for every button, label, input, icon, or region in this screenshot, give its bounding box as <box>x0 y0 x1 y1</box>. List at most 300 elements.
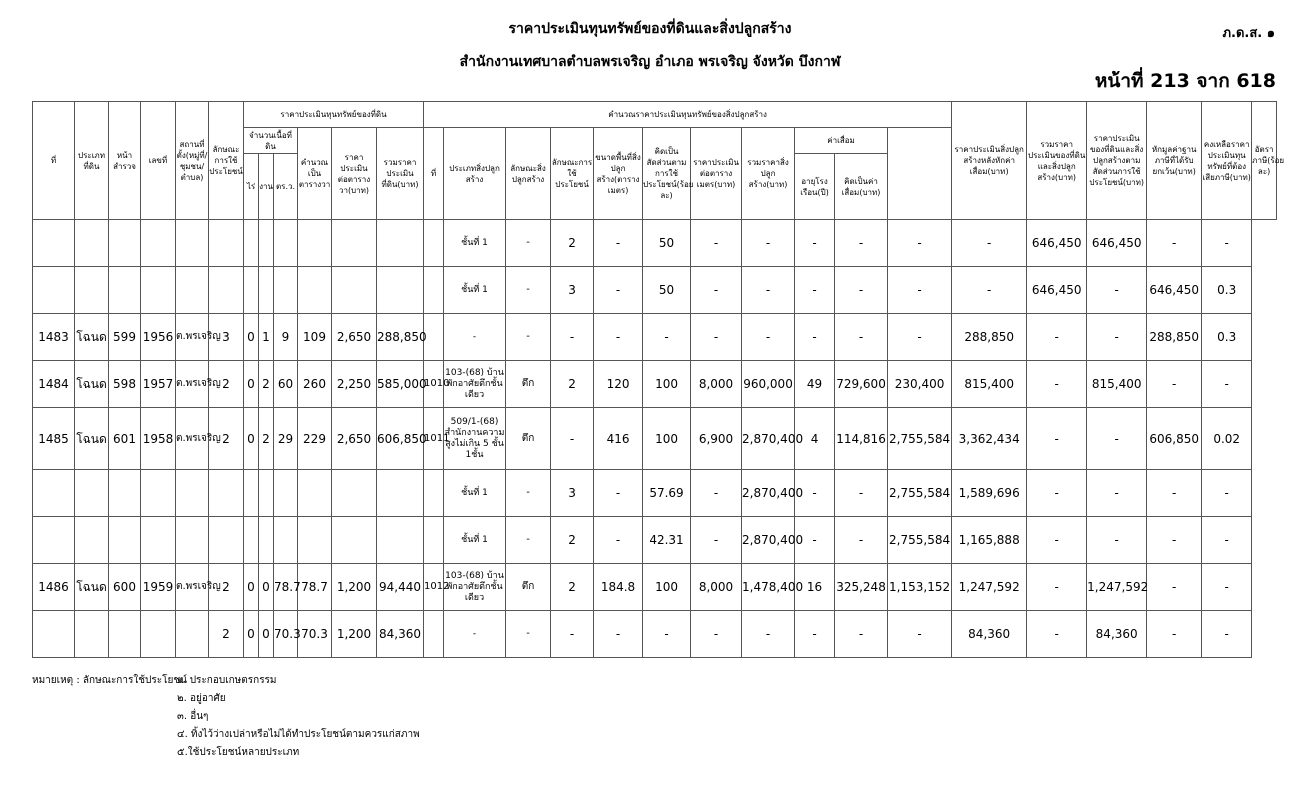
cell-bld-price: 6,900 <box>691 408 742 470</box>
cell-bld-usage: 2 <box>551 517 594 564</box>
cell-land-total <box>377 220 424 267</box>
cell-usage <box>209 517 244 564</box>
cell-land-type <box>75 517 109 564</box>
cell-bld-no: 1010 <box>424 361 444 408</box>
cell-land-total: 94,440 <box>377 564 424 611</box>
cell-bld-kind: - <box>506 220 551 267</box>
cell-prop: - <box>1027 314 1087 361</box>
cell-bld-ratio: 50 <box>643 267 691 314</box>
table-row <box>33 611 1277 658</box>
cell-rai <box>244 267 259 314</box>
cell-rai: 0 <box>244 408 259 470</box>
cell-bld-ratio: 57.69 <box>643 470 691 517</box>
cell-dep: 325,248 <box>835 564 888 611</box>
cell-deduct: 84,360 <box>1087 611 1147 658</box>
page-number: หน้าที่ 213 จาก 618 <box>1094 70 1276 92</box>
cell-loc <box>176 611 209 658</box>
cell-bld-total: - <box>742 314 795 361</box>
note-item: ๒. อยู่อาศัย <box>177 693 226 704</box>
col-bld-total: รวมราคาสิ่งปลูกสร้าง(บาท) <box>742 128 795 220</box>
cell-bld-area: 416 <box>594 408 643 470</box>
col-bld-area: ขนาดพื้นที่สิ่งปลูกสร้าง(ตารางเมตร) <box>594 128 643 220</box>
cell-bld-type: - <box>444 611 506 658</box>
cell-wa: 29 <box>274 408 298 470</box>
cell-area: 260 <box>298 361 332 408</box>
cell-bld-price: - <box>691 220 742 267</box>
cell-bld-price: - <box>691 611 742 658</box>
cell-bld-total: 1,478,400 <box>742 564 795 611</box>
cell-bld-type: - <box>444 314 506 361</box>
cell-bld-area: 184.8 <box>594 564 643 611</box>
cell-grand: - <box>952 267 1027 314</box>
cell-age: 49 <box>795 361 835 408</box>
cell-land-total: 606,850 <box>377 408 424 470</box>
cell-dep: - <box>835 314 888 361</box>
table-body <box>33 220 1277 658</box>
col-group-area: จำนวนเนื้อที่ดิน <box>244 128 298 154</box>
col-group-land: ราคาประเมินทุนทรัพย์ของที่ดิน <box>244 102 424 128</box>
cell-page <box>109 267 141 314</box>
cell-bld-ratio: 50 <box>643 220 691 267</box>
cell-land-total <box>377 517 424 564</box>
cell-prop: - <box>1027 611 1087 658</box>
cell-prop: - <box>1027 517 1087 564</box>
cell-bld-type: ชั้นที่ 1 <box>444 517 506 564</box>
cell-area <box>298 220 332 267</box>
cell-net: 230,400 <box>888 361 952 408</box>
col-location: สถานที่ตั้ง(หมู่ที่/ชุมชน/ตำบล) <box>176 102 209 220</box>
cell-ngan <box>259 517 274 564</box>
cell-price <box>332 517 377 564</box>
col-usage: ลักษณะการใช้ประโยชน์ <box>209 102 244 220</box>
cell-no <box>33 267 75 314</box>
cell-taxable: - <box>1147 220 1202 267</box>
cell-deduct: - <box>1087 517 1147 564</box>
cell-bld-ratio: - <box>643 611 691 658</box>
notes-label: หมายเหตุ : ลักษณะการใช้ประโยชน์ <box>32 675 187 686</box>
cell-age: - <box>795 314 835 361</box>
cell-dep: - <box>835 220 888 267</box>
report-subtitle: สำนักงานเทศบาลตำบลพรเจริญ อำเภอ พรเจริญ จังหวัด บึงกาฬ <box>459 54 841 70</box>
cell-rate: - <box>1202 361 1252 408</box>
col-deduction: หักมูลค่าฐานภาษีที่ได้รับยกเว้น(บาท) <box>1147 102 1202 220</box>
cell-bld-ratio: 100 <box>643 408 691 470</box>
cell-bld-area: - <box>594 517 643 564</box>
col-doc-no: เลขที่ <box>141 102 176 220</box>
cell-grand: 1,589,696 <box>952 470 1027 517</box>
cell-bld-no <box>424 611 444 658</box>
cell-price <box>332 220 377 267</box>
cell-bld-no: 1011 <box>424 408 444 470</box>
cell-no: 1484 <box>33 361 75 408</box>
cell-bld-ratio: - <box>643 314 691 361</box>
cell-land-type: โฉนด <box>75 361 109 408</box>
col-bld-age: อายุโรงเรือน(ปี) <box>795 154 835 220</box>
cell-loc: ต.พรเจริญ <box>176 314 209 361</box>
cell-wa: 60 <box>274 361 298 408</box>
cell-land-type: โฉนด <box>75 408 109 470</box>
cell-ngan: 2 <box>259 408 274 470</box>
cell-bld-area: - <box>594 267 643 314</box>
cell-age: - <box>795 267 835 314</box>
col-dep-amount: คิดเป็นค่าเสื่อม(บาท) <box>835 154 888 220</box>
cell-area <box>298 267 332 314</box>
cell-bld-kind: ตึก <box>506 564 551 611</box>
cell-area: 109 <box>298 314 332 361</box>
cell-prop: - <box>1027 361 1087 408</box>
cell-ngan: 0 <box>259 611 274 658</box>
cell-grand: 3,362,434 <box>952 408 1027 470</box>
cell-net: - <box>888 220 952 267</box>
cell-prop: 646,450 <box>1027 267 1087 314</box>
cell-no: 1486 <box>33 564 75 611</box>
cell-land-total <box>377 470 424 517</box>
cell-net: 2,755,584 <box>888 408 952 470</box>
col-bld-kind: ลักษณะสิ่งปลูกสร้าง <box>506 128 551 220</box>
cell-bld-kind: - <box>506 611 551 658</box>
cell-ngan <box>259 267 274 314</box>
col-bld-price-sqm: ราคาประเมินต่อตารางเมตร(บาท) <box>691 128 742 220</box>
cell-wa <box>274 220 298 267</box>
cell-deduct: - <box>1087 470 1147 517</box>
cell-land-type <box>75 267 109 314</box>
cell-bld-ratio: 100 <box>643 564 691 611</box>
cell-doc <box>141 470 176 517</box>
cell-bld-no <box>424 517 444 564</box>
cell-grand: 84,360 <box>952 611 1027 658</box>
cell-deduct: - <box>1087 314 1147 361</box>
cell-bld-usage: - <box>551 314 594 361</box>
col-land-total: รวมราคาประเมินที่ดิน(บาท) <box>377 128 424 220</box>
cell-doc: 1956 <box>141 314 176 361</box>
note-item: ๔. ทิ้งไว้ว่างเปล่าหรือไม่ได้ทำประโยชน์ตามควรแก่สภาพ <box>177 729 420 740</box>
cell-usage: 2 <box>209 361 244 408</box>
cell-bld-price: - <box>691 314 742 361</box>
cell-taxable: - <box>1147 611 1202 658</box>
col-taxable: คงเหลือราคาประเมินทุนทรัพย์ที่ต้องเสียภาษี(บาท) <box>1202 102 1252 220</box>
cell-bld-total: 2,870,400 <box>742 408 795 470</box>
cell-bld-usage: - <box>551 408 594 470</box>
cell-prop: - <box>1027 470 1087 517</box>
cell-wa: 78.7 <box>274 564 298 611</box>
cell-bld-price: 8,000 <box>691 564 742 611</box>
cell-age: - <box>795 470 835 517</box>
cell-rai <box>244 470 259 517</box>
cell-dep: - <box>835 267 888 314</box>
cell-ngan <box>259 220 274 267</box>
cell-age: - <box>795 220 835 267</box>
cell-dep: - <box>835 611 888 658</box>
col-tax-rate: อัตราภาษี(ร้อยละ) <box>1252 102 1277 220</box>
cell-net: - <box>888 611 952 658</box>
cell-no: 1483 <box>33 314 75 361</box>
cell-area <box>298 517 332 564</box>
cell-bld-kind: - <box>506 470 551 517</box>
cell-land-type <box>75 220 109 267</box>
cell-grand: 1,165,888 <box>952 517 1027 564</box>
cell-no <box>33 470 75 517</box>
cell-taxable: 288,850 <box>1147 314 1202 361</box>
cell-bld-no <box>424 220 444 267</box>
cell-doc <box>141 517 176 564</box>
col-price-per-sqwa: ราคาประเมินต่อตารางวา(บาท) <box>332 128 377 220</box>
cell-bld-no <box>424 470 444 517</box>
cell-price <box>332 267 377 314</box>
cell-page: 598 <box>109 361 141 408</box>
report-title: ราคาประเมินทุนทรัพย์ของที่ดินและสิ่งปลูกสร้าง <box>508 21 792 37</box>
cell-page <box>109 220 141 267</box>
cell-prop: - <box>1027 408 1087 470</box>
cell-prop: - <box>1027 564 1087 611</box>
col-bld-net: ราคาประเมินสิ่งปลูกสร้างหลังหักค่าเสื่อม(บาท) <box>952 102 1027 220</box>
note-item: ๑. ประกอบเกษตรกรรม <box>177 675 277 686</box>
cell-dep: 729,600 <box>835 361 888 408</box>
cell-doc: 1958 <box>141 408 176 470</box>
cell-wa <box>274 267 298 314</box>
cell-rai <box>244 220 259 267</box>
col-bld-no: ที่ <box>424 128 444 220</box>
cell-deduct: 815,400 <box>1087 361 1147 408</box>
cell-wa: 9 <box>274 314 298 361</box>
cell-land-total <box>377 267 424 314</box>
cell-page: 600 <box>109 564 141 611</box>
col-rai: ไร่ <box>244 154 259 220</box>
cell-taxable: - <box>1147 564 1202 611</box>
cell-loc <box>176 220 209 267</box>
table-row <box>33 314 1277 361</box>
cell-usage: 2 <box>209 408 244 470</box>
cell-rai: 0 <box>244 314 259 361</box>
cell-bld-area: - <box>594 611 643 658</box>
cell-loc: ต.พรเจริญ <box>176 361 209 408</box>
cell-page <box>109 611 141 658</box>
cell-dep: 114,816 <box>835 408 888 470</box>
cell-grand: 1,247,592 <box>952 564 1027 611</box>
cell-bld-total: - <box>742 267 795 314</box>
cell-bld-total: 2,870,400 <box>742 470 795 517</box>
cell-no: 1485 <box>33 408 75 470</box>
cell-no <box>33 611 75 658</box>
cell-area: 70.3 <box>298 611 332 658</box>
cell-rate: 0.3 <box>1202 267 1252 314</box>
cell-land-total: 84,360 <box>377 611 424 658</box>
cell-ngan: 0 <box>259 564 274 611</box>
cell-grand: 815,400 <box>952 361 1027 408</box>
cell-page: 601 <box>109 408 141 470</box>
cell-no <box>33 220 75 267</box>
cell-deduct: - <box>1087 408 1147 470</box>
cell-taxable: - <box>1147 517 1202 564</box>
cell-net: 1,153,152 <box>888 564 952 611</box>
col-area-sqwa: คำนวณเป็นตารางวา <box>298 128 332 220</box>
cell-price: 1,200 <box>332 611 377 658</box>
cell-area: 78.7 <box>298 564 332 611</box>
cell-ngan <box>259 470 274 517</box>
cell-doc <box>141 220 176 267</box>
cell-deduct: 1,247,592 <box>1087 564 1147 611</box>
cell-bld-price: - <box>691 517 742 564</box>
cell-no <box>33 517 75 564</box>
cell-page: 599 <box>109 314 141 361</box>
cell-rai: 0 <box>244 611 259 658</box>
cell-age: 16 <box>795 564 835 611</box>
col-survey-page: หน้าสำรวจ <box>109 102 141 220</box>
col-no: ที่ <box>33 102 75 220</box>
col-group-depreciation: ค่าเสื่อม <box>795 128 888 154</box>
col-grand-total: รวมราคาประเมินของที่ดินและสิ่งปลูกสร้าง(บาท) <box>1027 102 1087 220</box>
cell-taxable: 646,450 <box>1147 267 1202 314</box>
col-ngan: งาน <box>259 154 274 220</box>
cell-rate: 0.3 <box>1202 314 1252 361</box>
col-land-type: ประเภทที่ดิน <box>75 102 109 220</box>
cell-wa <box>274 517 298 564</box>
cell-rate: - <box>1202 470 1252 517</box>
table-row <box>33 408 1277 470</box>
assessment-table <box>32 101 1285 658</box>
table-row <box>33 470 1277 517</box>
cell-age: - <box>795 517 835 564</box>
cell-loc <box>176 470 209 517</box>
cell-dep: - <box>835 517 888 564</box>
cell-net: - <box>888 267 952 314</box>
cell-bld-price: - <box>691 470 742 517</box>
cell-bld-ratio: 100 <box>643 361 691 408</box>
cell-bld-ratio: 42.31 <box>643 517 691 564</box>
table-row <box>33 517 1277 564</box>
table-row <box>33 361 1277 408</box>
cell-bld-area: - <box>594 314 643 361</box>
cell-doc: 1957 <box>141 361 176 408</box>
cell-bld-total: - <box>742 611 795 658</box>
cell-usage: 2 <box>209 611 244 658</box>
cell-dep: - <box>835 470 888 517</box>
cell-bld-kind: - <box>506 267 551 314</box>
cell-bld-area: 120 <box>594 361 643 408</box>
cell-area: 229 <box>298 408 332 470</box>
form-code: ภ.ด.ส. ๑ <box>1222 26 1275 41</box>
cell-age: 4 <box>795 408 835 470</box>
col-group-building: คำนวณราคาประเมินทุนทรัพย์ของสิ่งปลูกสร้าง <box>424 102 952 128</box>
col-bld-type: ประเภทสิ่งปลูกสร้าง <box>444 128 506 220</box>
cell-page <box>109 517 141 564</box>
cell-bld-usage: 3 <box>551 267 594 314</box>
cell-rate: - <box>1202 220 1252 267</box>
cell-loc: ต.พรเจริญ <box>176 564 209 611</box>
cell-deduct: 646,450 <box>1087 220 1147 267</box>
cell-area <box>298 470 332 517</box>
cell-bld-type: 103-(68) บ้านพักอาศัยตึกชั้นเดียว <box>444 361 506 408</box>
cell-land-total: 288,850 <box>377 314 424 361</box>
cell-land-type: โฉนด <box>75 564 109 611</box>
cell-prop: 646,450 <box>1027 220 1087 267</box>
cell-rate: 0.02 <box>1202 408 1252 470</box>
cell-grand: 288,850 <box>952 314 1027 361</box>
cell-bld-area: - <box>594 470 643 517</box>
cell-loc: ต.พรเจริญ <box>176 408 209 470</box>
cell-loc <box>176 267 209 314</box>
cell-doc <box>141 611 176 658</box>
cell-taxable: - <box>1147 361 1202 408</box>
cell-bld-price: - <box>691 267 742 314</box>
cell-price: 2,650 <box>332 314 377 361</box>
cell-rate: - <box>1202 564 1252 611</box>
cell-usage <box>209 220 244 267</box>
cell-bld-no <box>424 267 444 314</box>
cell-bld-type: ชั้นที่ 1 <box>444 267 506 314</box>
cell-rate: - <box>1202 517 1252 564</box>
col-bld-usage: ลักษณะการใช้ประโยชน์ <box>551 128 594 220</box>
cell-deduct: - <box>1087 267 1147 314</box>
cell-bld-usage: 2 <box>551 220 594 267</box>
cell-age: - <box>795 611 835 658</box>
cell-land-type <box>75 470 109 517</box>
table-row <box>33 564 1277 611</box>
cell-bld-kind: ตึก <box>506 408 551 470</box>
cell-bld-usage: 3 <box>551 470 594 517</box>
cell-doc: 1959 <box>141 564 176 611</box>
cell-loc <box>176 517 209 564</box>
cell-bld-kind: ตึก <box>506 361 551 408</box>
cell-bld-total: 960,000 <box>742 361 795 408</box>
notes-list <box>177 672 420 762</box>
cell-net: 2,755,584 <box>888 470 952 517</box>
cell-taxable: 606,850 <box>1147 408 1202 470</box>
cell-wa: 70.3 <box>274 611 298 658</box>
table-row <box>33 267 1277 314</box>
cell-net: - <box>888 314 952 361</box>
cell-bld-total: - <box>742 220 795 267</box>
cell-wa <box>274 470 298 517</box>
table-row <box>33 220 1277 267</box>
cell-usage <box>209 470 244 517</box>
cell-taxable: - <box>1147 470 1202 517</box>
cell-bld-area: - <box>594 220 643 267</box>
note-item: ๕.ใช้ประโยชน์หลายประเภท <box>177 747 300 758</box>
cell-bld-usage: 2 <box>551 564 594 611</box>
cell-price: 1,200 <box>332 564 377 611</box>
cell-bld-type: 103-(68) บ้านพักอาศัยตึกชั้นเดียว <box>444 564 506 611</box>
cell-bld-kind: - <box>506 314 551 361</box>
col-bld-ratio: คิดเป็นสัดส่วนตามการใช้ประโยชน์(ร้อยละ) <box>643 128 691 220</box>
cell-bld-price: 8,000 <box>691 361 742 408</box>
cell-doc <box>141 267 176 314</box>
cell-page <box>109 470 141 517</box>
note-item: ๓. อื่นๆ <box>177 711 209 722</box>
cell-ngan: 2 <box>259 361 274 408</box>
cell-bld-type: ชั้นที่ 1 <box>444 470 506 517</box>
cell-bld-type: 509/1-(68) สำนักงานความสูงไม่เกิน 5 ชั้น 1ชั้น <box>444 408 506 470</box>
cell-bld-usage: 2 <box>551 361 594 408</box>
cell-bld-total: 2,870,400 <box>742 517 795 564</box>
cell-grand: - <box>952 220 1027 267</box>
cell-land-type: โฉนด <box>75 314 109 361</box>
cell-price <box>332 470 377 517</box>
cell-price: 2,250 <box>332 361 377 408</box>
cell-usage <box>209 267 244 314</box>
cell-bld-kind: - <box>506 517 551 564</box>
cell-rai: 0 <box>244 564 259 611</box>
cell-usage: 2 <box>209 564 244 611</box>
cell-rai: 0 <box>244 361 259 408</box>
cell-bld-no: 1012 <box>424 564 444 611</box>
cell-rate: - <box>1202 611 1252 658</box>
col-prop-total: ราคาประเมินของที่ดินและสิ่งปลูกสร้างตามสัดส่วนการใช้ประโยชน์(บาท) <box>1087 102 1147 220</box>
cell-land-type <box>75 611 109 658</box>
cell-usage: 3 <box>209 314 244 361</box>
cell-rai <box>244 517 259 564</box>
cell-bld-type: ชั้นที่ 1 <box>444 220 506 267</box>
cell-ngan: 1 <box>259 314 274 361</box>
